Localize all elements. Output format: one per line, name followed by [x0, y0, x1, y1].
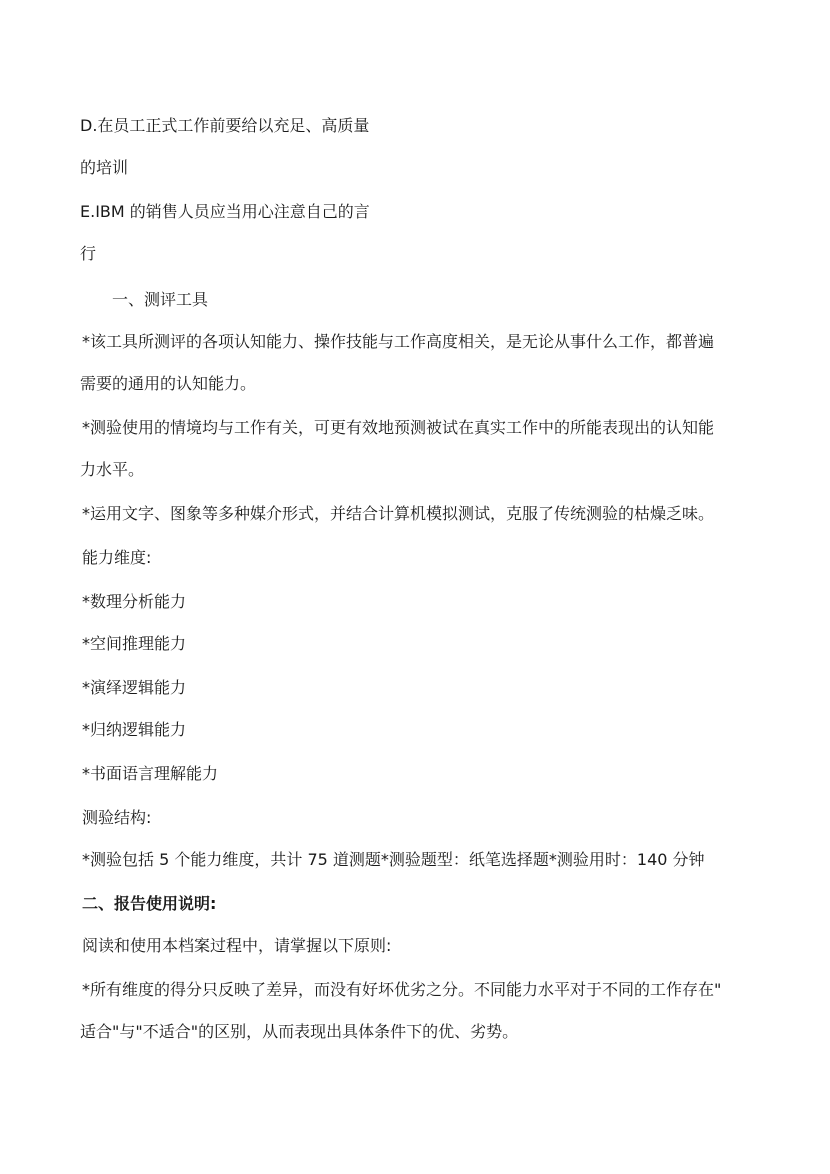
paragraph-line: *测验使用的情境均与工作有关，可更有效地预测被试在真实工作中的所能表现出的认知能: [82, 418, 715, 437]
list-heading: 能力维度:: [82, 548, 152, 567]
list-heading: 测验结构:: [82, 808, 152, 827]
text-line: D.在员工正式工作前要给以充足、高质量: [80, 116, 370, 135]
paragraph-line: *该工具所测评的各项认知能力、操作技能与工作高度相关，是无论从事什么工作，都普遍: [82, 332, 715, 351]
text-line: 的培训: [80, 158, 129, 177]
paragraph-line: 需要的通用的认知能力。: [80, 374, 257, 393]
paragraph-line: 阅读和使用本档案过程中，请掌握以下原则:: [82, 936, 392, 955]
section-heading: 一、测评工具: [112, 290, 209, 309]
paragraph-line: *测验包括 5 个能力维度，共计 75 道测题*测验题型：纸笔选择题*测验用时：140 分钟: [82, 850, 705, 869]
list-item: *数理分析能力: [82, 592, 187, 611]
paragraph-line: 适合"与"不适合"的区别，从而表现出具体条件下的优、劣势。: [80, 1022, 519, 1041]
section-heading: 二、报告使用说明:: [82, 894, 217, 913]
text-line: E.IBM 的销售人员应当用心注意自己的言: [80, 202, 370, 221]
paragraph-line: *运用文字、图象等多种媒介形式，并结合计算机模拟测试，克服了传统测验的枯燥乏味。: [82, 504, 715, 523]
list-item: *演绎逻辑能力: [82, 678, 187, 697]
text-line: 行: [80, 244, 97, 263]
paragraph-line: *所有维度的得分只反映了差异，而没有好坏优劣之分。不同能力水平对于不同的工作存在": [82, 980, 722, 999]
list-item: *空间推理能力: [82, 634, 187, 653]
list-item: *书面语言理解能力: [82, 764, 219, 783]
paragraph-line: 力水平。: [80, 460, 145, 479]
list-item: *归纳逻辑能力: [82, 720, 187, 739]
